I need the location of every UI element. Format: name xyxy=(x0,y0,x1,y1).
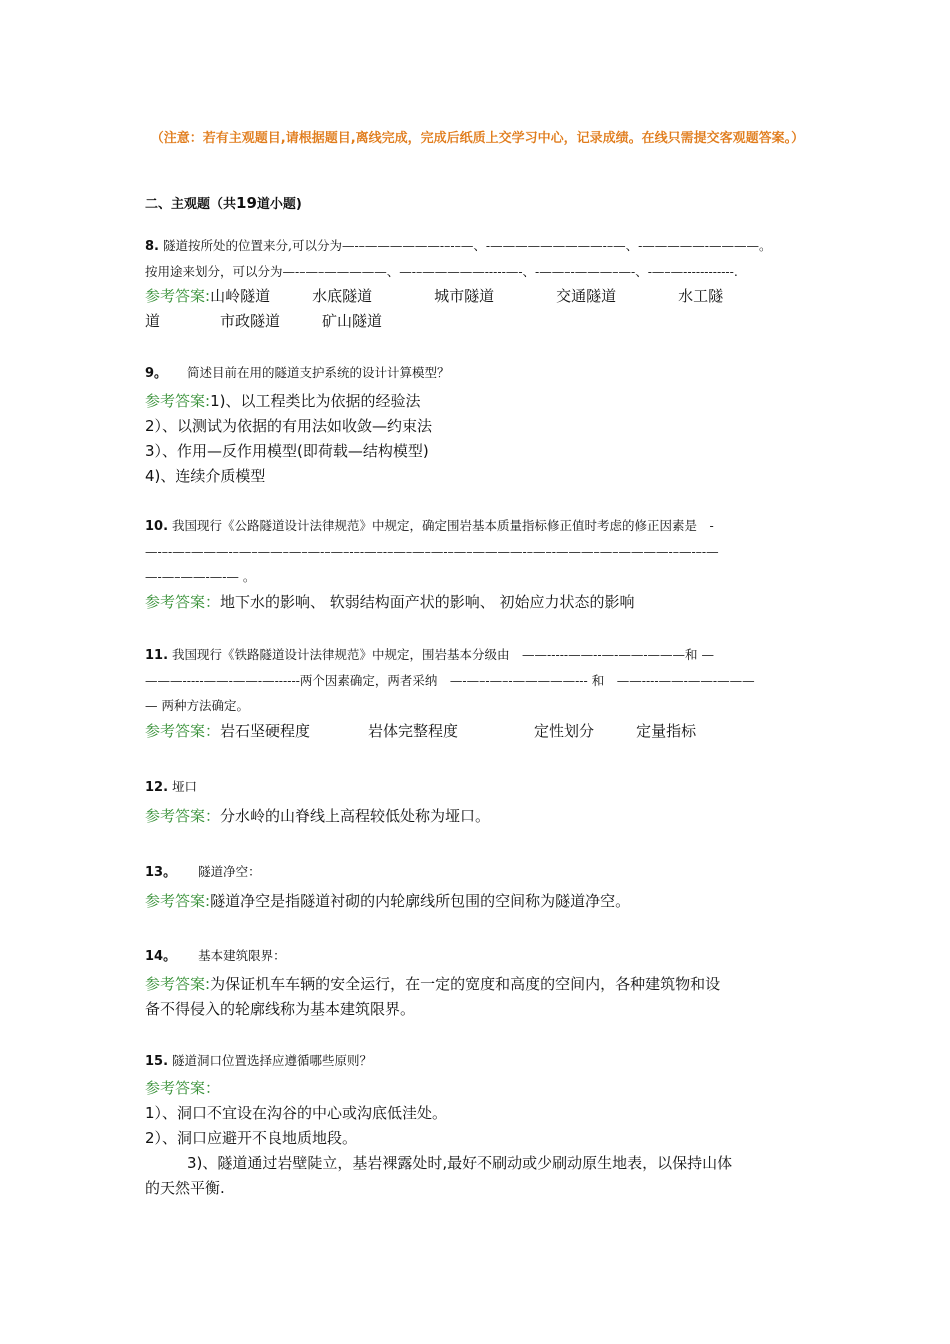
answer-11 xyxy=(145,719,805,744)
answer-item: 矿山隧道 xyxy=(322,312,383,330)
question-number: 10. xyxy=(145,519,169,534)
answer-label: 参考答案: xyxy=(145,975,211,993)
answer-item: 市政隧道 xyxy=(220,312,281,330)
answer-item: 城市隧道 xyxy=(434,287,495,305)
question-text-cont: — 两种方法确定。 xyxy=(145,698,249,713)
answer-item: 4)、连续介质模型 xyxy=(145,467,266,485)
answer-item: 2）、以测试为依据的有用法如收敛—约束法 xyxy=(145,417,433,435)
question-text: 隧道按所处的位置来分,可以分为—-–——————-–-–—、-—————————-–—、-—————-————。 xyxy=(162,238,772,253)
question-text-cont: ———-----——-——-—------两个因素确定，两者采纳 —-—–-—–-—————--- 和 ——----——-——-——— xyxy=(145,673,755,688)
answer-item: 的天然平衡. xyxy=(145,1179,225,1197)
answer-label: 参考答案： xyxy=(145,722,221,740)
question-text-cont: —-—–——-—-— 。 xyxy=(145,569,256,584)
answer-item: 2）、洞口应避开不良地质地段。 xyxy=(145,1129,358,1147)
question-11 xyxy=(145,642,805,718)
answer-13 xyxy=(145,889,805,914)
question-text: 隧道净空： xyxy=(198,864,261,879)
question-text: 垭口 xyxy=(172,779,198,794)
answer-item: 地下水的影响、 软弱结构面产状的影响、 初始应力状态的影响 xyxy=(220,593,635,611)
section-suffix: 道小题) xyxy=(256,197,302,212)
answer-item: 分水岭的山脊线上高程较低处称为垭口。 xyxy=(220,807,491,825)
question-text-cont: 按用途来划分，可以分为—-–—–—————、—-–—————-----—-、-——–-———–—-、-—–—------------. xyxy=(145,264,738,279)
question-15 xyxy=(145,1048,805,1074)
section-count: 19 xyxy=(236,194,257,212)
question-text: 我国现行《公路隧道设计法律规范》中规定，确定围岩基本质量指标修正值时考虑的修正因素是 - xyxy=(172,518,714,533)
question-number: 15. xyxy=(145,1054,169,1069)
answer-item: 隧道净空是指隧道衬砌的内轮廓线所包围的空间称为隧道净空。 xyxy=(210,892,631,910)
question-number: 8. xyxy=(145,239,159,254)
question-12 xyxy=(145,774,805,800)
answer-label: 参考答案： xyxy=(145,1079,221,1097)
answer-item: 定性划分 xyxy=(534,722,595,740)
answer-item: 水工隧 xyxy=(678,287,724,305)
answer-item: 岩石坚硬程度 xyxy=(220,722,311,740)
question-10 xyxy=(145,513,805,589)
notice-text: （注意：若有主观题目,请根据题目,离线完成，完成后纸质上交学习中心，记录成绩。在线只需提交客观题答案。） xyxy=(150,131,805,146)
answer-8 xyxy=(145,284,805,334)
question-9 xyxy=(145,360,805,386)
answer-item: 1)、以工程类比为依据的经验法 xyxy=(210,392,421,410)
question-8 xyxy=(145,233,805,284)
answer-item: 岩体完整程度 xyxy=(368,722,459,740)
answer-label: 参考答案: xyxy=(145,392,211,410)
answer-item: 山岭隧道 xyxy=(210,287,271,305)
answer-15 xyxy=(145,1076,805,1201)
answer-10 xyxy=(145,590,805,615)
question-text: 基本建筑限界： xyxy=(198,948,286,963)
question-text: 我国现行《铁路隧道设计法律规范》中规定，围岩基本分级由 ——-----——--—-——-———和 — xyxy=(172,647,715,662)
answer-item: 3）、作用—反作用模型(即荷载—结构模型) xyxy=(145,442,429,460)
section-title xyxy=(145,193,302,212)
answer-item: 道 xyxy=(145,312,161,330)
question-text: 简述目前在用的隧道支护系统的设计计算模型？ xyxy=(187,365,450,380)
answer-item: 3)、隧道通过岩壁陡立，基岩裸露处时,最好不刷动或少刷动原生地表，以保持山体 xyxy=(187,1154,733,1172)
question-number: 12. xyxy=(145,780,169,795)
question-text: 隧道洞口位置选择应遵循哪些原则？ xyxy=(172,1053,373,1068)
answer-12 xyxy=(145,804,805,829)
answer-item: 交通隧道 xyxy=(556,287,617,305)
answer-item: 水底隧道 xyxy=(312,287,373,305)
answer-label: 参考答案: xyxy=(145,892,211,910)
answer-label: 参考答案： xyxy=(145,593,221,611)
question-text-cont: —-–-—–———-–—–——–—–—-–—–-–-—–-–—–—–—-–—–————-–—–-———–—–————-–—-–-— xyxy=(145,544,719,559)
answer-item: 1）、洞口不宜设在沟谷的中心或沟底低洼处。 xyxy=(145,1104,448,1122)
answer-label: 参考答案: xyxy=(145,287,211,305)
question-number: 14。 xyxy=(145,949,177,964)
answer-9 xyxy=(145,389,805,489)
answer-item: 为保证机车车辆的安全运行，在一定的宽度和高度的空间内，各种建筑物和设 xyxy=(210,975,721,993)
question-number: 13。 xyxy=(145,865,177,880)
question-13 xyxy=(145,859,805,885)
answer-item: 备不得侵入的轮廓线称为基本建筑限界。 xyxy=(145,1000,416,1018)
answer-label: 参考答案： xyxy=(145,807,221,825)
answer-14 xyxy=(145,972,805,1022)
question-14 xyxy=(145,943,805,969)
question-number: 9。 xyxy=(145,366,168,381)
question-number: 11. xyxy=(145,648,169,663)
answer-item: 定量指标 xyxy=(636,722,697,740)
section-prefix: 二、主观题（共 xyxy=(145,197,237,212)
